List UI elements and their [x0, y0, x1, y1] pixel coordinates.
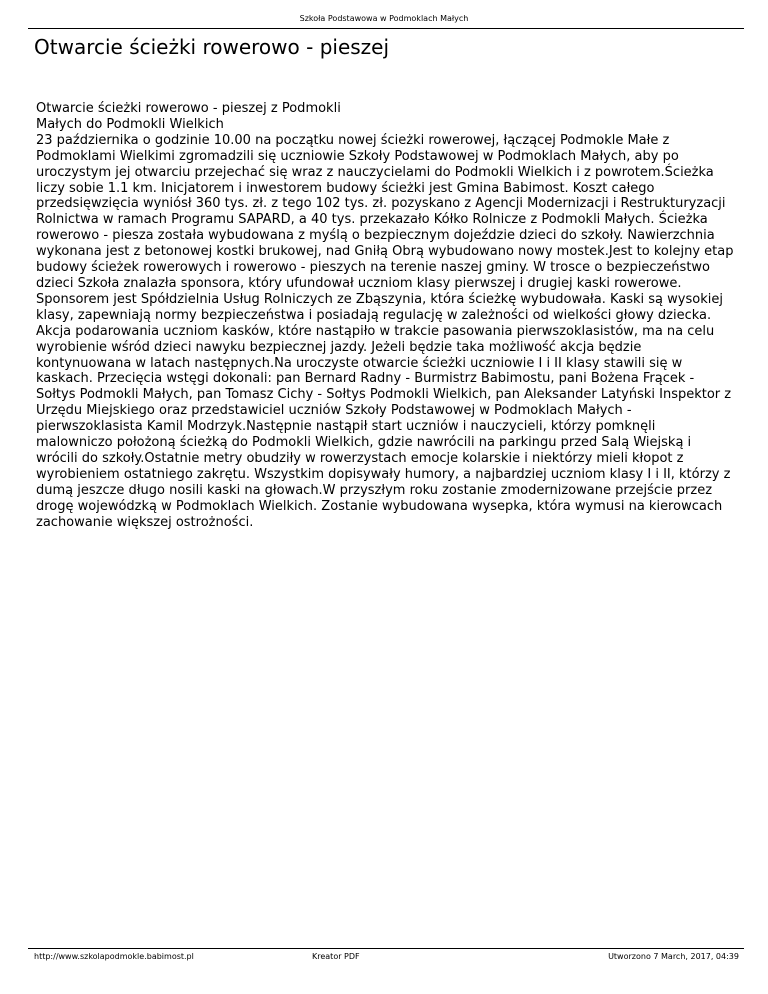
article-body: Otwarcie ścieżki rowerowo - pieszej z Podmokli Małych do Podmokli Wielkich 23 października o godzinie 10.00 na początku nowej ścieżki rowerowej, łączącej Podmokle Małe z Podmoklami Wielkimi zgromadzili się uczniowie Szkoły Podstawowej w Podmoklach Małych, aby po uroczystym jej otwarciu przejechać się wraz z nauczycielami do Podmokli Wielkich i z powrotem.Ścieżka liczy sobie 1.1 km. Inicjatorem i inwestorem budowy ścieżki jest Gmina Babimost. Koszt całego przedsięwzięcia wyniósł 360 tys. zł. z tego 102 tys. zł. pozyskano z Agencji Modernizacji i Restrukturyzacji Rolnictwa w ramach Programu SAPARD, a 40 tys. przekazało Kółko Rolnicze z Podmokli Małych. Ścieżka rowerowo - piesza została wybudowana z myślą o bezpiecznym dojeździe dzieci do szkoły. Nawierzchnia wykonana jest z betonowej kostki brukowej, nad Gniłą Obrą wybudowano nowy mostek.Jest to kolejny etap budowy ścieżek rowerowych i rowerowo - pieszych na terenie naszej gminy. W trosce o bezpieczeństwo dzieci Szkoła znalazła sponsora, który ufundował uczniom klasy pierwszej i drugiej kaski rowerowe. Sponsorem jest Spółdzielnia Usług Rolniczych ze Zbąszynia, która ścieżkę wybudowała. Kaski są wysokiej klasy, zapewniają normy bezpieczeństwa i posiadają regulację w zależności od wielkości głowy dziecka. Akcja podarowania uczniom kasków, które nastąpiło w trakcie pasowania pierwszoklasistów, ma na celu wyrobienie wśród dzieci nawyku bezpiecznej jazdy. Jeżeli będzie taka możliwość akcja będzie kontynuowana w latach następnych.Na uroczyste otwarcie ścieżki uczniowie I i II klasy stawili się w kaskach. Przecięcia wstęgi dokonali: pan Bernard Radny - Burmistrz Babimostu, pani Bożena Frącek - Sołtys Podmokli Małych, pan Tomasz Cichy - Sołtys Podmokli Wielkich, pan Aleksander Latyński Inspektor z Urzędu Miejskiego oraz przedstawiciel uczniów Szkoły Podstawowej w Podmoklach Małych - pierwszoklasista Kamil Modrzyk.Następnie nastąpił start uczniów i nauczycieli, którzy pomknęli malowniczo położoną ścieżką do Podmokli Wielkich, gdzie nawrócili na parkingu przed Salą Wiejską i wrócili do szkoły.Ostatnie metry obudziły w rowerzystach emocje kolarskie i niektórzy mieli kłopot z wyrobieniem ostatniego zakrętu. Wszystkim dopisywały humory, a najbardziej uczniom klasy I i II, którzy z dumą jeszcze długo nosili kaski na głowach.W przyszłym roku zostanie zmodernizowane przejście przez drogę wojewódzką w Podmoklach Wielkich. Zostanie wybudowana wysepka, która wymusi na kierowcach zachowanie większej ostrożności.	[36, 101, 734, 530]
running-header-site-name: Szkoła Podstawowa w Podmoklach Małych	[299, 14, 469, 23]
footer-url: http://www.szkolapodmokle.babimost.pl	[34, 952, 194, 961]
page-footer	[34, 952, 739, 964]
footer-generator: Kreator PDF	[312, 952, 360, 961]
header-divider	[28, 28, 744, 29]
footer-divider	[28, 948, 744, 949]
footer-created-date: Utworzono 7 March, 2017, 04:39	[608, 952, 739, 961]
page-title: Otwarcie ścieżki rowerowo - pieszej	[34, 35, 390, 59]
